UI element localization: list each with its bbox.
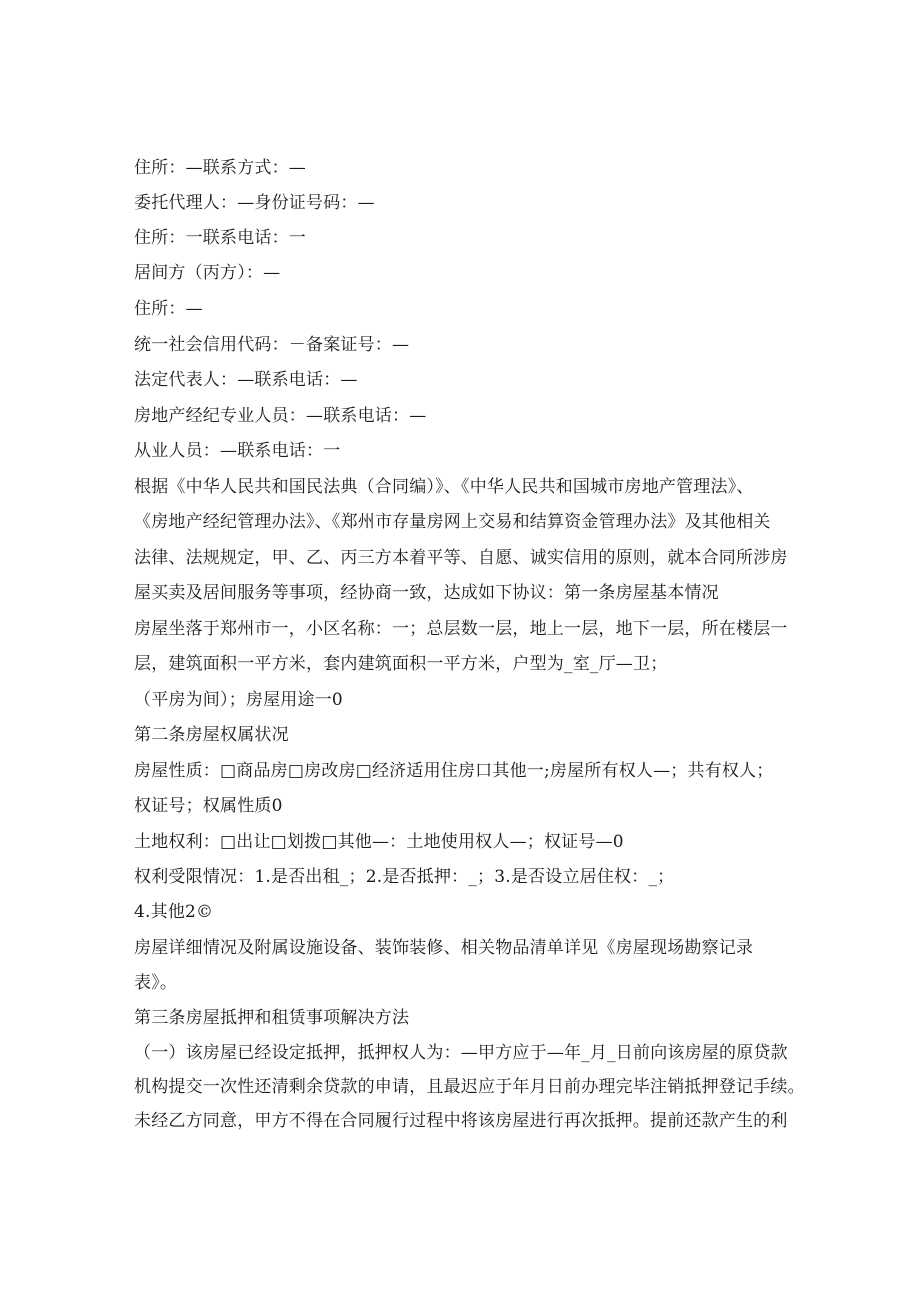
- text-line: 未经乙方同意，甲方不得在合同履行过程中将该房屋进行再次抵押。提前还款产生的利: [134, 1111, 788, 1131]
- text-line: 住所：一联系电话：一: [134, 228, 306, 248]
- text-line: 屋买卖及居间服务等事项，经协商一致，达成如下协议：第一条房屋基本情况: [134, 583, 719, 603]
- text-line: 居间方（丙方）：—: [134, 263, 281, 283]
- text-line: 机构提交一次性还清剩余贷款的申请，且最迟应于年月日前办理完毕注销抵押登记手续。: [134, 1077, 805, 1097]
- section-heading: 第三条房屋抵押和租赁事项解决方法: [134, 1008, 410, 1028]
- text-line: 住所：—: [134, 299, 203, 319]
- text-line: 根据《中华人民共和国民法典（合同编）》、《中华人民共和国城市房地产管理法》、: [134, 477, 754, 497]
- text-line: （一）该房屋已经设定抵押，抵押权人为：—甲方应于—年_月_日前向该房屋的原贷款: [134, 1043, 788, 1063]
- text-line: 表》。: [134, 973, 178, 993]
- text-line: 从业人员：—联系电话：一: [134, 441, 341, 461]
- text-line: 权证号；权属性质0: [134, 796, 283, 816]
- text-line: 《房地产经纪管理办法》、《郑州市存量房网上交易和结算资金管理办法》及其他相关: [134, 512, 771, 532]
- text-line: 委托代理人：—身份证号码：—: [134, 193, 375, 213]
- text-line: 土地权利：□出让□划拨□其他—：土地使用权人—；权证号—0: [134, 832, 624, 852]
- text-line: 法律、法规规定，甲、乙、丙三方本着平等、自愿、诚实信用的原则，就本合同所涉房: [134, 548, 788, 568]
- text-line: 权利受限情况：1.是否出租_；2.是否抵押：_；3.是否设立居住权：_；: [134, 867, 675, 887]
- text-line: 房地产经纪专业人员：—联系电话：—: [134, 406, 427, 426]
- text-line: 房屋坐落于郑州市一，小区名称：一；总层数一层，地上一层，地下一层，所在楼层一: [134, 619, 788, 639]
- text-line: 统一社会信用代码：－备案证号：—: [134, 335, 410, 355]
- section-heading: 第二条房屋权属状况: [134, 725, 289, 745]
- text-line: （平房为间）；房屋用途一0: [134, 690, 343, 710]
- text-line: 房屋性质：□商品房□房改房□经济适用住房口其他一;房屋所有权人—；共有权人；: [134, 761, 774, 781]
- text-line: 房屋详细情况及附属设施设备、装饰装修、相关物品清单详见《房屋现场勘察记录: [134, 938, 754, 958]
- text-line: 住所：—联系方式：—: [134, 158, 306, 178]
- text-line: 层，建筑面积一平方米，套内建筑面积一平方米，户型为_室_厅—卫；: [134, 654, 668, 674]
- text-line: 4.其他2©: [134, 902, 214, 922]
- text-line: 法定代表人：—联系电话：—: [134, 370, 358, 390]
